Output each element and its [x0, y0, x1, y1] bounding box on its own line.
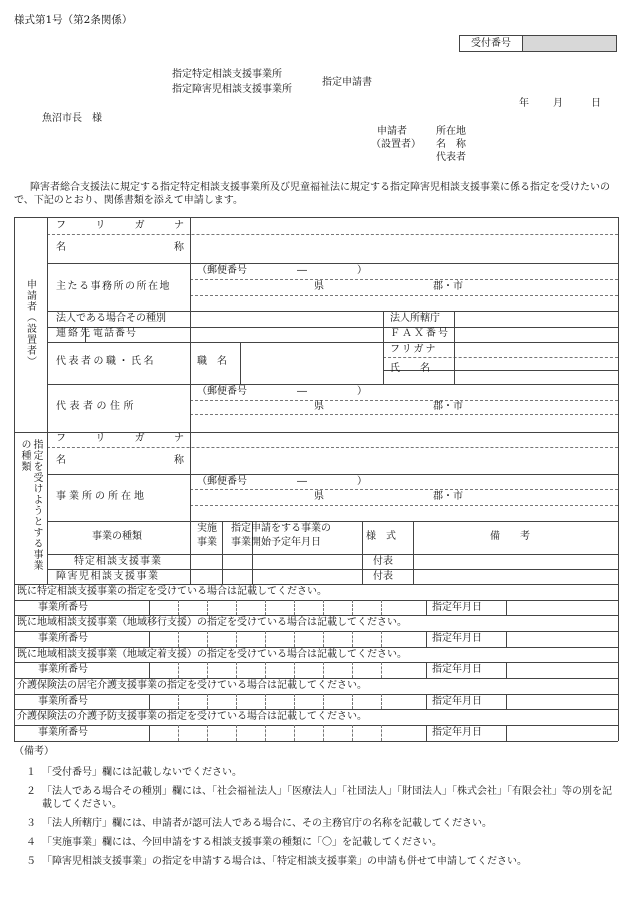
office-address-city: 郡・市	[433, 491, 463, 502]
date-year: 年	[519, 98, 529, 109]
corp-agency-label: 法人所轄庁	[390, 313, 440, 324]
rep-address-label: 代表者の住所	[56, 401, 137, 412]
existing-caption-5: 介護保険法の介護予防支援事業の指定を受けている場合は記載してください。	[17, 711, 367, 722]
office-address-pref: 県	[314, 491, 324, 502]
existing-caption-3: 既に地域相談支援事業（地域定着支援）の指定を受けている場合は記載してください。	[17, 649, 407, 660]
applicant-name-label: 名 称	[436, 139, 466, 150]
col-implement-1: 実施	[197, 523, 217, 534]
col-remarks: 備 考	[490, 531, 530, 542]
applicant-role: 申請者	[377, 126, 407, 137]
rep-address-postal: （郵便番号 ― ）	[197, 386, 367, 397]
main-office-city: 郡・市	[433, 281, 463, 292]
application-statement: 障害者総合支援法に規定する指定特定相談支援事業所及び児童福祉法に規定する指定障害児相談支援事業に係る指定を受けたいので、下記のとおり、関係書類を添えて申請します。	[14, 182, 610, 206]
rep-address-city: 郡・市	[433, 401, 463, 412]
corp-type-label: 法人である場合その種別	[56, 313, 166, 324]
existing-caption-2: 既に地域相談支援事業（地域移行支援）の指定を受けている場合は記載してください。	[17, 617, 407, 628]
remarks-section	[14, 745, 618, 874]
rep-address-pref: 県	[314, 401, 324, 412]
title-line-1: 指定特定相談支援事業所	[172, 69, 282, 80]
date-month: 月	[553, 98, 563, 109]
rep-title-name-label: 代表者の職・氏名	[56, 356, 156, 367]
main-office-pref: 県	[314, 281, 324, 292]
remark-item: ４ 「実施事業」欄には、今回申請をする相談支援事業の種類に「〇」を記載してください。	[26, 837, 442, 848]
applicant-address-label: 所在地	[436, 126, 466, 137]
row-specific-consultation: 特定相談支援事業	[74, 556, 162, 567]
existing-office-no-1: 事業所番号	[38, 602, 88, 613]
remarks-title: （備考）	[14, 746, 54, 757]
office-name-row-label: 名 称	[56, 455, 184, 466]
main-office-postal: （郵便番号 ― ）	[197, 265, 367, 276]
existing-date-1: 指定年月日	[432, 602, 482, 613]
fax-label: ＦＡＸ番号	[390, 328, 450, 339]
existing-office-no-4: 事業所番号	[38, 696, 88, 707]
section-applicant-title: 申請者（設置者）	[24, 279, 36, 367]
section-service-title: 指定を受けようとする事業の種類	[19, 439, 42, 571]
applicant-name-row-label: 名 称	[56, 242, 184, 253]
reception-number-field[interactable]	[523, 36, 616, 51]
existing-caption-1: 既に特定相談支援事業の指定を受けている場合は記載してください。	[17, 586, 327, 597]
date-day: 日	[591, 98, 601, 109]
title-application: 指定申請書	[322, 77, 372, 88]
col-start-1: 指定申請をする事業の	[231, 523, 331, 534]
existing-office-no-3: 事業所番号	[38, 664, 88, 675]
application-form-table	[14, 217, 618, 742]
annex-2: 付表	[373, 571, 393, 582]
contact-label: 連絡先	[56, 328, 92, 339]
remark-item: １ 「受付番号」欄には記載しないでください。	[26, 767, 242, 778]
annex-1: 付表	[373, 556, 393, 567]
applicant-role-sub: （設置者）	[371, 139, 421, 150]
rep-name-label: 氏 名	[390, 363, 430, 374]
applicant-furigana-label: フ リ ガ ナ	[56, 220, 184, 231]
rep-job-title-label: 職 名	[197, 356, 227, 367]
office-address-postal: （郵便番号 ― ）	[197, 476, 367, 487]
reception-number-label: 受付番号	[460, 36, 523, 51]
existing-date-2: 指定年月日	[432, 633, 482, 644]
existing-date-4: 指定年月日	[432, 696, 482, 707]
main-office-label: 主たる事務所の所在地	[56, 281, 171, 292]
col-implement-2: 事業	[197, 537, 217, 548]
title-line-2: 指定障害児相談支援事業所	[172, 84, 292, 95]
office-furigana-label: フ リ ガ ナ	[56, 433, 184, 444]
existing-office-no-2: 事業所番号	[38, 633, 88, 644]
applicant-rep-label: 代表者	[436, 152, 466, 163]
existing-date-3: 指定年月日	[432, 664, 482, 675]
existing-caption-4: 介護保険法の居宅介護支援事業の指定を受けている場合は記載してください。	[17, 680, 367, 691]
phone-label: 電話番号	[93, 328, 137, 339]
addressee: 魚沼市長 様	[42, 113, 102, 124]
existing-office-no-5: 事業所番号	[38, 727, 88, 738]
col-service-type: 事業の種類	[92, 531, 142, 542]
remark-item: ５ 「障害児相談支援事業」の指定を申請する場合は、「特定相談支援事業」の申請も併せて申請してください。	[26, 856, 527, 867]
row-child-consultation: 障害児相談支援事業	[56, 571, 160, 582]
col-start-2: 事業開始予定年月日	[231, 537, 321, 548]
reception-number-box	[459, 35, 617, 52]
rep-furigana-label: フリガナ	[390, 344, 438, 355]
existing-date-5: 指定年月日	[432, 727, 482, 738]
remark-item: ２ 「法人である場合その種別」欄には、「社会福祉法人」「医療法人」「社団法人」「財団法人」「株式会社」「有限会社」等の別を記載してください。	[26, 786, 612, 810]
office-address-label: 事業所の所在地	[56, 491, 147, 502]
col-form: 様 式	[366, 531, 396, 542]
form-number: 様式第1号（第2条関係）	[14, 14, 133, 26]
remark-item: ３ 「法人所轄庁」欄には、申請者が認可法人である場合に、その主務官庁の名称を記載してください。	[26, 818, 492, 829]
